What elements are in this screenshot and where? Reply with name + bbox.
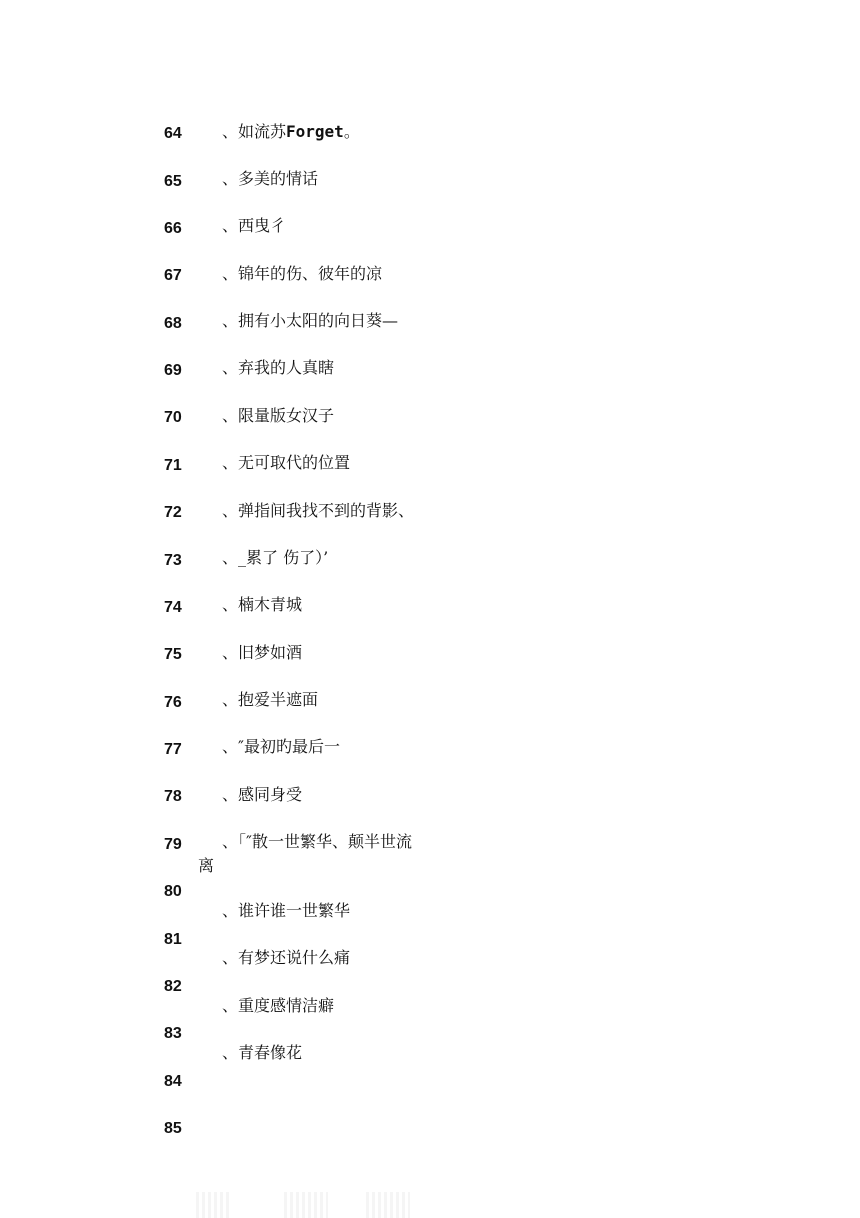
line-number: 78: [164, 788, 182, 805]
line-number: 67: [164, 267, 182, 284]
line-number: 82: [164, 978, 182, 995]
line-number: 74: [164, 599, 182, 616]
list-item-text: 、如流苏: [222, 122, 287, 141]
list-item: 、抱爱半遮面: [222, 690, 319, 709]
line-number: 83: [164, 1025, 182, 1042]
bleed-through-mark: [196, 1192, 232, 1218]
list-item: 、锦年的伤、彼年的凉: [222, 264, 383, 283]
list-item-wrapped-text: 离: [198, 856, 215, 875]
list-item: 、旧梦如酒: [222, 643, 303, 662]
list-item: 、谁许谁一世繁华: [222, 901, 351, 920]
list-item: 、拥有小太阳的向日葵—: [222, 311, 399, 330]
line-number: 76: [164, 694, 182, 711]
line-number: 65: [164, 173, 182, 190]
list-item: 、″最初旳最后一: [222, 737, 340, 756]
list-item: 、西曳彳: [222, 216, 287, 235]
line-number: 71: [164, 457, 182, 474]
list-item: 、感同身受: [222, 785, 303, 804]
list-item: 、_累了 伤了）’: [222, 548, 329, 567]
bleed-through-mark: [366, 1192, 410, 1218]
line-number: 81: [164, 931, 182, 948]
list-item: [222, 122, 360, 142]
list-item: 、限量版女汉子: [222, 406, 335, 425]
line-number: 80: [164, 883, 182, 900]
line-number: 84: [164, 1073, 182, 1090]
line-number: 85: [164, 1120, 182, 1137]
line-number: 66: [164, 220, 182, 237]
list-item: 、楠木青城: [222, 595, 303, 614]
list-item: 、青春像花: [222, 1043, 303, 1062]
list-item-text: 。: [343, 122, 360, 141]
list-item: 、重度感情洁癖: [222, 996, 335, 1015]
line-number: 64: [164, 125, 182, 142]
list-item-latin-text: Forget: [286, 122, 344, 141]
line-number: 68: [164, 315, 182, 332]
list-item: 、有梦还说什么痛: [222, 948, 351, 967]
list-item: 、弃我的人真瞎: [222, 358, 335, 377]
line-number: 72: [164, 504, 182, 521]
bleed-through-mark: [284, 1192, 328, 1218]
list-item: 、「″散一世繁华、颠半世流: [222, 832, 412, 851]
list-item: 、无可取代的位置: [222, 453, 351, 472]
line-number: 77: [164, 741, 182, 758]
line-number: 75: [164, 646, 182, 663]
line-number: 70: [164, 409, 182, 426]
line-number: 73: [164, 552, 182, 569]
list-item: 、多美的情话: [222, 169, 319, 188]
line-number: 69: [164, 362, 182, 379]
line-number: 79: [164, 836, 182, 853]
list-item: 、弹指间我找不到的背影、: [222, 501, 415, 520]
